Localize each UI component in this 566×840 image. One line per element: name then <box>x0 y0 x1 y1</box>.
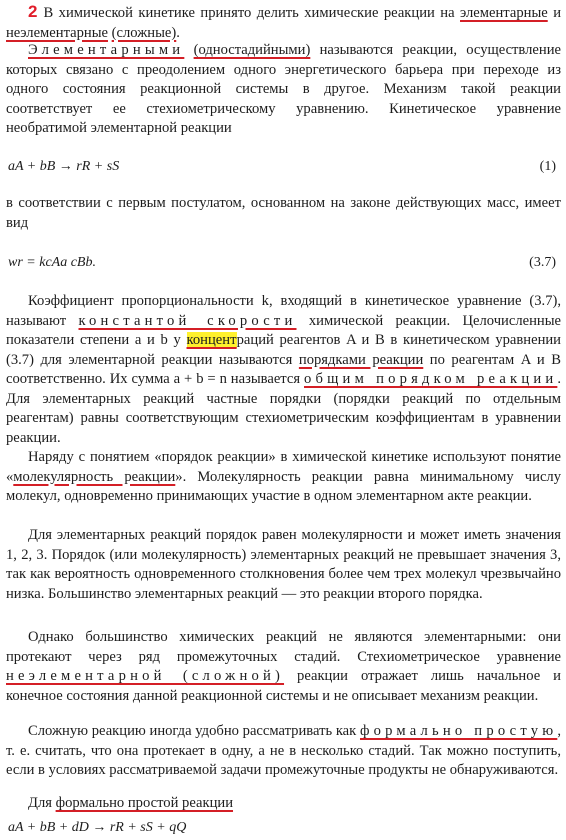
equation-number: (1) <box>539 159 556 174</box>
term-molecularity: молекулярность реакции <box>13 468 176 485</box>
term-elementary-spaced: Элементарными <box>28 42 185 58</box>
equation-1 <box>8 159 556 175</box>
term-elementary: элементарные <box>460 5 548 21</box>
highlighted-word: концент <box>186 332 237 348</box>
text: Сложную реакцию иногда удобно рассматривать как <box>28 723 357 739</box>
paragraph-order-values: Для элементарных реакций порядок равен молекулярности и может иметь значения 1, 2, 3. Порядок (или молекулярность) элементарных реакций не превышает значения 3, так как вероятность одновременного столкновения более чем трех молекул чрезвычайно низка. Большинство элементарных реакций — это реакции второго порядка. <box>6 527 561 602</box>
term-overall-order: общим порядком реакции <box>304 371 558 387</box>
paragraph-text: называются реакции, осуществление которых связано с преодолением одного энергетического барьера при переходе из одного состояния реакционной системы в другое. Механизм такой реакции соответствует ее стехиометрическому уравнению. Кинетическое уравнение необратимой элементарной реакции <box>6 42 561 136</box>
equation-3-7 <box>8 255 556 271</box>
text: ». Молекулярность реакции равна минимальному числу молекул, одновременно принимающих участие в одном элементарном акте реакции. <box>6 468 561 504</box>
paragraph-elementary-definition <box>6 41 561 139</box>
equation-formula: wr = kcAa cBb. <box>8 255 96 270</box>
term-nonelementary-complex: неэлементарной (сложной) <box>6 668 285 684</box>
text: раций реагентов A и B в кинетическом уравнении (3.7) для элементарной реакции называются <box>6 332 561 368</box>
term-complex: (сложные) <box>111 24 177 41</box>
term-rate-constant: константой скорости <box>78 312 297 329</box>
intro-and: и <box>553 5 561 21</box>
term-reaction-order: порядками реакции <box>298 351 424 368</box>
paragraph-molecularity <box>6 448 561 507</box>
intro-end: . <box>176 24 180 41</box>
text: по реагентам A и B соответственно. Их сумма a + b = n называется <box>6 351 561 387</box>
equation-number: (3.7) <box>529 255 556 270</box>
term-one-stage: (одностадийными) <box>193 42 311 58</box>
paragraph-formally-simple <box>6 722 561 781</box>
equation-formula: aA + bB + dD → rR + sS + qQ <box>8 820 187 835</box>
text: химической реакции. Целочисленные показатели степени a и b у <box>6 312 561 348</box>
paragraph-mass-action: в соответствии с первым постулатом, основанном на законе действующих масс, имеет вид <box>6 195 561 231</box>
equation-3 <box>8 820 556 836</box>
equation-formula: aA + bB → rR + sS <box>8 159 120 174</box>
text: Для <box>28 795 52 811</box>
text: Коэффициент пропорциональности k, входящий в кинетическое уравнение (3.7), называют <box>6 293 561 329</box>
intro-text: В химической кинетике принято делить химические реакции на <box>43 5 455 21</box>
term-formally-simple: формально простую <box>359 723 558 739</box>
term-nonelementary: неэлементарные <box>6 24 108 41</box>
text: Однако большинство химических реакций не являются элементарными: они протекают через ряд промежуточных стадий. Стехиометрическое уравнение <box>6 629 561 665</box>
paragraph-rate-constant <box>6 292 561 448</box>
text: , т. е. считать, что она протекает в одну, а не в несколько стадий. Так можно поступить, если в условиях рассматриваемой задачи промежуточные продукты не обнаруживаются. <box>6 723 561 778</box>
page-mark: 2 <box>28 2 38 21</box>
text: Наряду с понятием «порядок реакции» в химической кинетике используют понятие « <box>6 449 561 485</box>
text: . Для элементарных реакций частные порядки (порядки реакций по отдельным реагентам) равны соответствующим стехиометрическим коэффициентам в уравнении реакции. <box>6 371 562 446</box>
text: реакции отражает лишь начальное и конечное состояния данной реакционной системы и не описывает механизм реакции. <box>6 668 561 704</box>
term-formally-simple-reaction: формально простой реакции <box>55 795 234 811</box>
paragraph-formally-simple-reaction <box>6 794 561 814</box>
intro-paragraph <box>6 2 561 43</box>
paragraph-complex-reactions <box>6 628 561 706</box>
